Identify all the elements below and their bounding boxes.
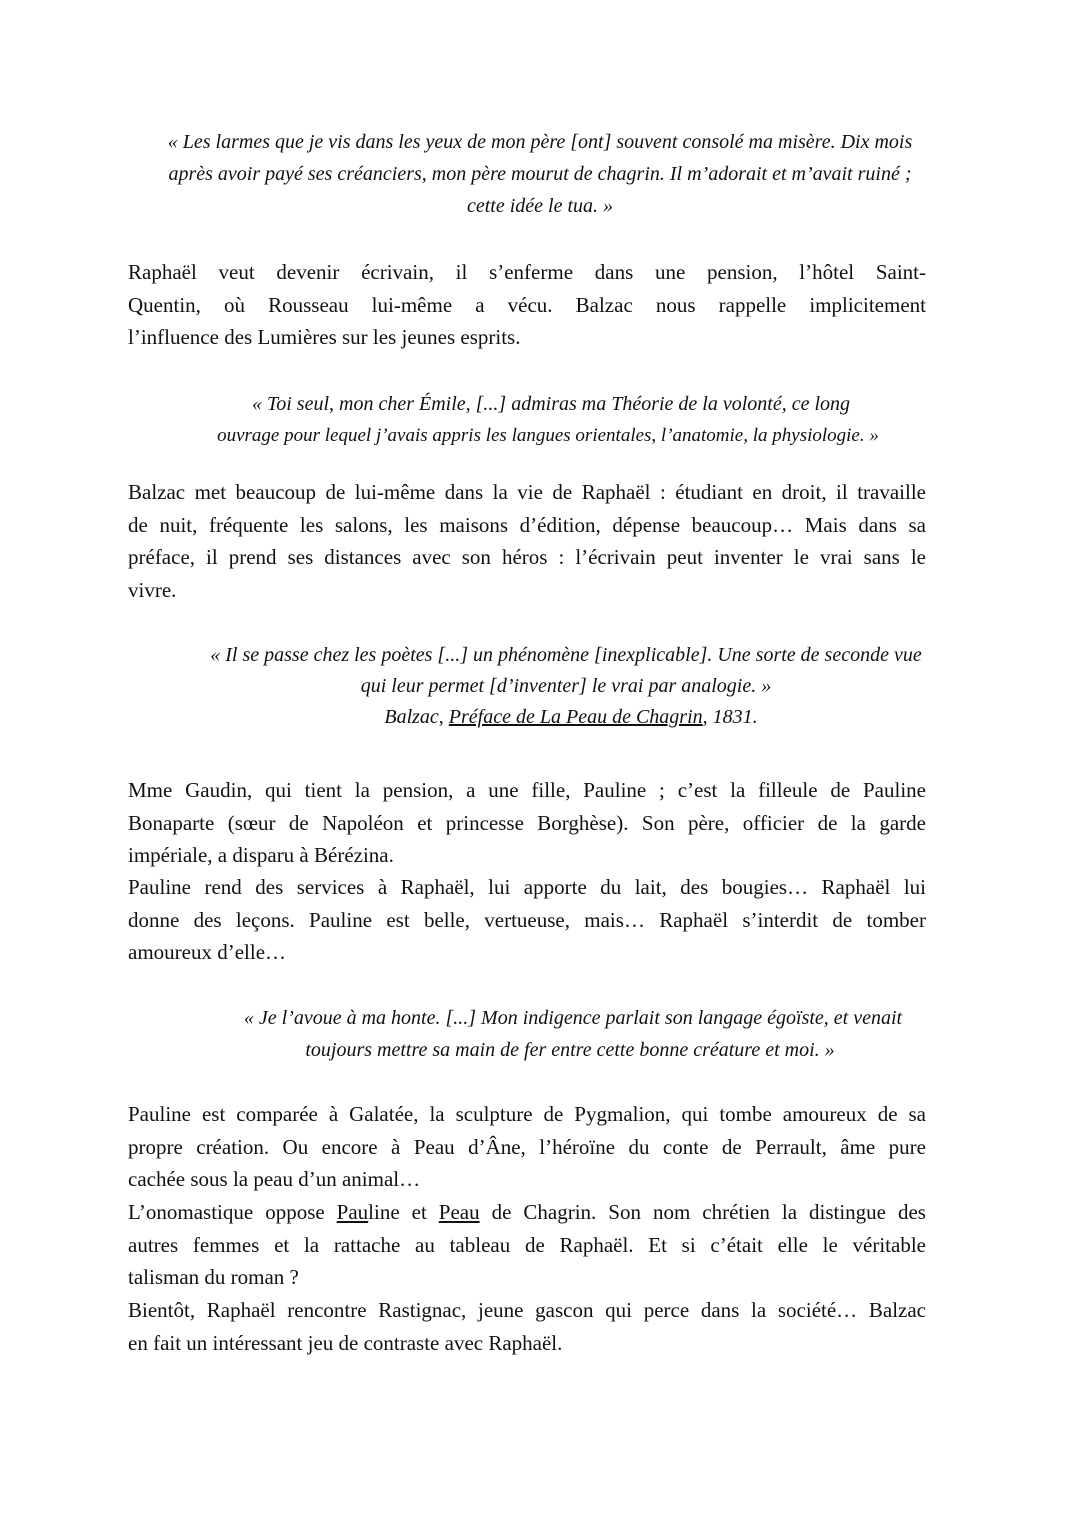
paragraph-pauline-services bbox=[128, 871, 926, 969]
paragraph-line: talisman du roman ? bbox=[128, 1265, 299, 1289]
paragraph-line: propre création. Ou encore à Peau d’Âne, l’héroïne du conte de Perrault, âme pure bbox=[128, 1134, 926, 1159]
paragraph-line: Mme Gaudin, qui tient la pension, a une fille, Pauline ; c’est la filleule de Pauline bbox=[128, 778, 926, 802]
paragraph-line bbox=[128, 1196, 926, 1229]
quote-poets-analogy bbox=[190, 640, 942, 733]
onomastics-text: de Chagrin. Son nom chrétien la distingue des bbox=[479, 1200, 926, 1224]
quote-line: qui leur permet [d’inventer] le vrai par analogie. » bbox=[360, 675, 772, 697]
paragraph-line: Bonaparte (sœur de Napoléon et princesse Borghèse). Son père, officier de la garde bbox=[128, 810, 926, 835]
quote-line: « Toi seul, mon cher Émile, [...] admiras ma Théorie de la volonté, ce long bbox=[251, 393, 851, 415]
quote-theory-of-will bbox=[168, 388, 928, 452]
paragraph-mme-gaudin bbox=[128, 774, 926, 872]
underlined-peau: Peau bbox=[438, 1200, 480, 1224]
paragraph-line: en fait un intéressant jeu de contraste avec Raphaël. bbox=[128, 1330, 563, 1355]
quote-line: « Je l’avoue à ma honte. [...] Mon indigence parlait son langage égoïste, et venait bbox=[243, 1007, 903, 1029]
paragraph-galatea bbox=[128, 1098, 926, 1196]
paragraph-line: de nuit, fréquente les salons, les maisons d’édition, dépense beaucoup… Mais dans sa bbox=[128, 512, 926, 537]
paragraph-line: amoureux d’elle… bbox=[128, 940, 287, 964]
paragraph-line: Pauline est comparée à Galatée, la sculpture de Pygmalion, qui tombe amoureux de sa bbox=[128, 1102, 926, 1126]
paragraph-line: vivre. bbox=[128, 577, 177, 602]
quote-line: « Les larmes que je vis dans les yeux de mon père [ont] souvent consolé ma misère. Dix mois bbox=[167, 131, 913, 153]
paragraph-line: Quentin, où Rousseau lui-même a vécu. Balzac nous rappelle implicitement bbox=[128, 292, 926, 317]
paragraph-line: Balzac met beaucoup de lui-même dans la vie de Raphaël : étudiant en droit, il travaille bbox=[128, 480, 926, 504]
paragraph-line: impériale, a disparu à Bérézina. bbox=[128, 843, 394, 867]
paragraph-onomastics bbox=[128, 1196, 926, 1294]
paragraph-rastignac bbox=[128, 1294, 926, 1359]
quote-source-author: Balzac, bbox=[384, 706, 449, 728]
paragraph-raphael-writer bbox=[128, 256, 926, 354]
quote-source-title: Préface de La Peau de Chagrin bbox=[448, 706, 703, 728]
quote-indigence bbox=[190, 1002, 950, 1066]
quote-line: cette idée le tua. » bbox=[466, 195, 614, 217]
quote-line: ouvrage pour lequel j’avais appris les langues orientales, l’anatomie, la physiologie. » bbox=[217, 425, 879, 446]
onomastics-text: L’onomastique oppose bbox=[128, 1200, 337, 1224]
onomastics-text: line et bbox=[368, 1200, 439, 1224]
paragraph-line: Pauline rend des services à Raphaël, lui apporte du lait, des bougies… Raphaël lui bbox=[128, 875, 926, 899]
paragraph-balzac-himself bbox=[128, 476, 926, 606]
paragraph-line: l’influence des Lumières sur les jeunes esprits. bbox=[128, 325, 521, 349]
paragraph-line: donne des leçons. Pauline est belle, vertueuse, mais… Raphaël s’interdit de tomber bbox=[128, 907, 926, 932]
paragraph-line: Raphaël veut devenir écrivain, il s’enferme dans une pension, l’hôtel Saint- bbox=[128, 260, 926, 284]
paragraph-line: autres femmes et la rattache au tableau de Raphaël. Et si c’était elle le véritable bbox=[128, 1232, 926, 1257]
quote-line: « Il se passe chez les poètes [...] un phénomène [inexplicable]. Une sorte de seconde vue bbox=[210, 644, 922, 666]
underlined-pau: Pau bbox=[336, 1200, 369, 1224]
quote-source bbox=[190, 702, 942, 733]
paragraph-line: cachée sous la peau d’un animal… bbox=[128, 1167, 421, 1191]
quote-line: après avoir payé ses créanciers, mon père mourut de chagrin. Il m’adorait et m’avait ruiné ; bbox=[168, 163, 912, 185]
paragraph-line: Bientôt, Raphaël rencontre Rastignac, jeune gascon qui perce dans la société… Balzac bbox=[128, 1298, 926, 1322]
quote-father-tears bbox=[120, 126, 960, 222]
paragraph-line: préface, il prend ses distances avec son héros : l’écrivain peut inventer le vrai sans le bbox=[128, 545, 926, 569]
quote-source-year: , 1831. bbox=[702, 706, 758, 728]
quote-line: toujours mettre sa main de fer entre cette bonne créature et moi. » bbox=[305, 1039, 835, 1061]
